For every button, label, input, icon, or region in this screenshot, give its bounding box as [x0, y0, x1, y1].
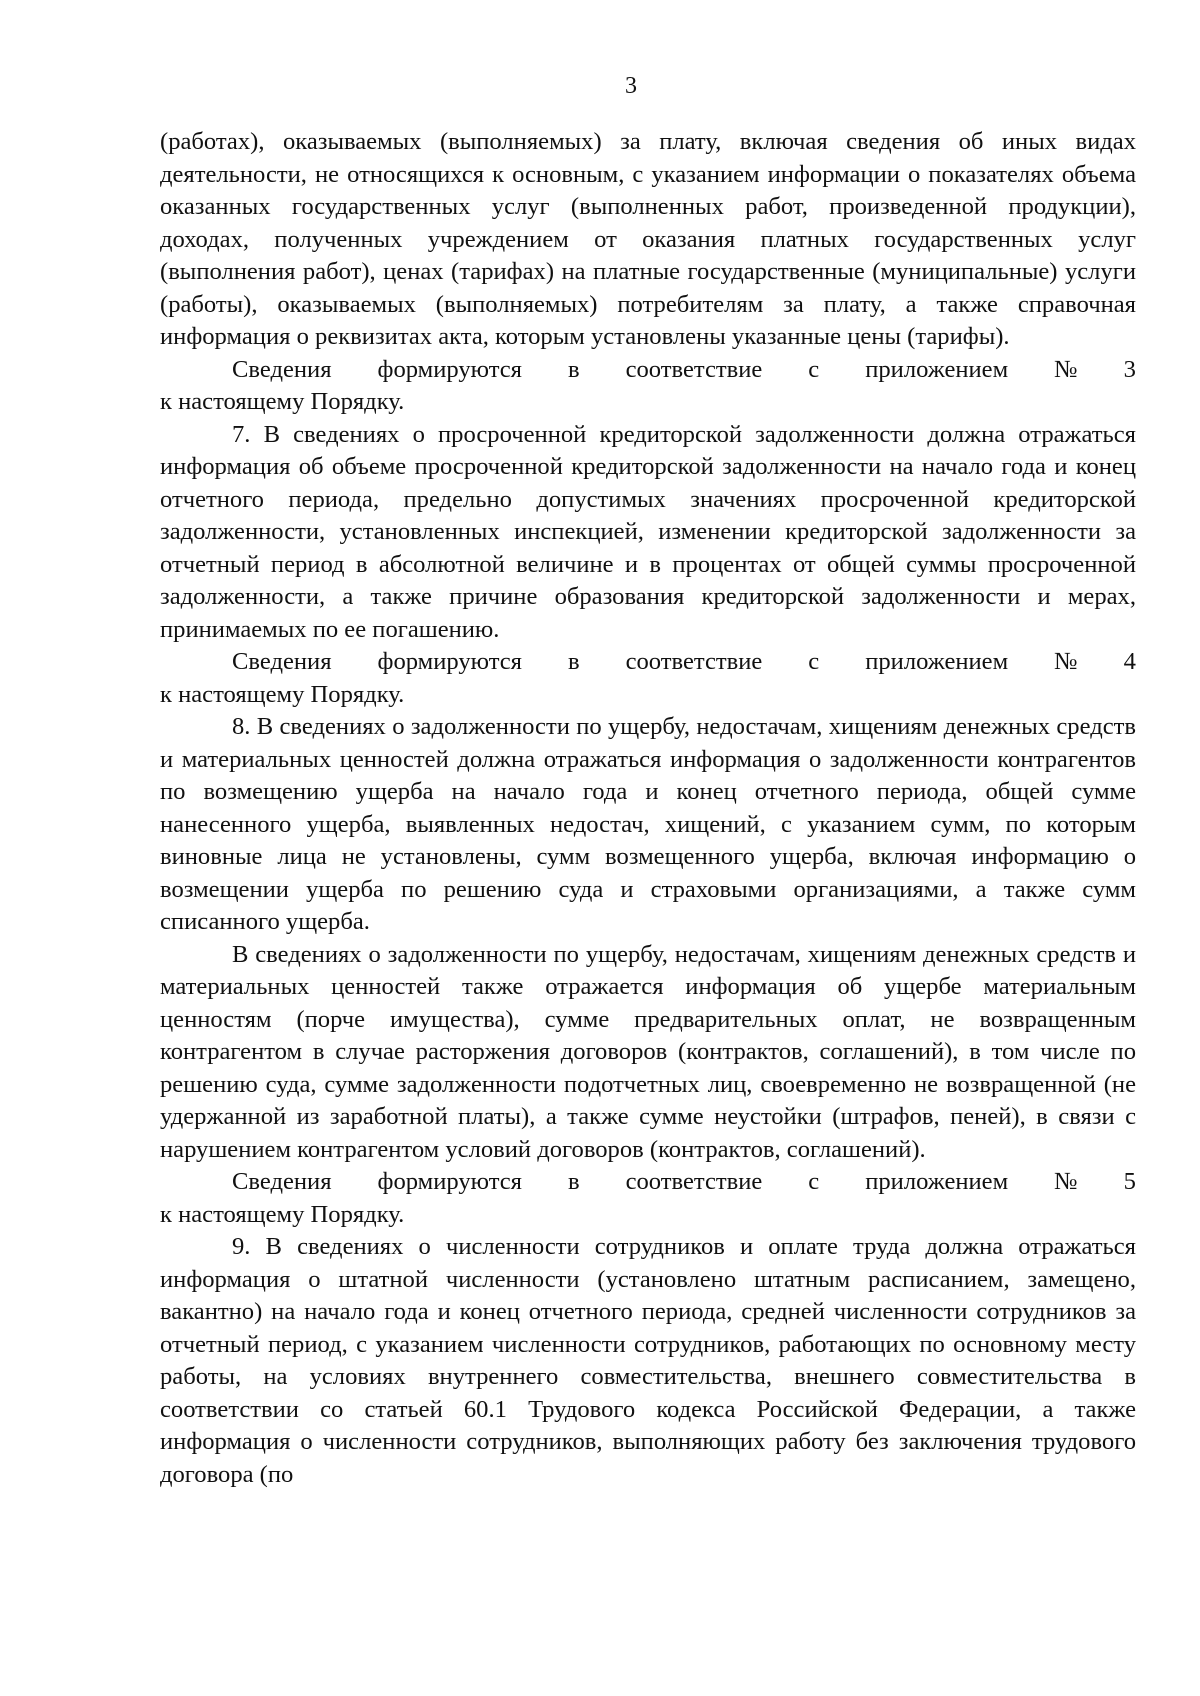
appendix-reference-line: Сведения формируются в соответствие с приложением № 4	[232, 648, 1136, 675]
document-body	[160, 126, 1136, 1491]
appendix-reference-tail: к настоящему Порядку.	[160, 680, 405, 708]
appendix-reference-line: Сведения формируются в соответствие с приложением № 3	[232, 355, 1136, 383]
appendix-reference-line: Сведения формируются в соответствие с приложением № 5	[232, 1168, 1136, 1195]
paragraph-services-info: (работах), оказываемых (выполняемых) за плату, включая сведения об иных видах деятельности, не относящихся к основным, с указанием информации о показателях объема оказанных государственных услуг (выполненных работ, произведенной продукции), доходах, полученных учреждением от оказания платных государственных услуг (выполнения работ), ценах (тарифах) на платные государственные (муниципальные) услуги (работы), оказываемых (выполняемых) потребителям за плату, а также справочная информация о реквизитах акта, которым установлены указанные цены (тарифы).	[160, 128, 1136, 350]
page-number: 3	[625, 73, 637, 99]
appendix-reference-tail: к настоящему Порядку.	[160, 1200, 405, 1228]
appendix-reference-tail: к настоящему Порядку.	[160, 388, 405, 415]
paragraph-item-8: 8. В сведениях о задолженности по ущербу, недостачам, хищениям денежных средств и материальных ценностей должна отражаться информация о задолженности контрагентов по возмещению ущерба на начало года и конец отчетного периода, общей сумме нанесенного ущерба, выявленных недостач, хищений, с указанием сумм, по которым виновные лица не установлены, сумм возмещенного ущерба, включая информацию о возмещении ущерба по решению суда и страховыми организациями, а также сумм списанного ущерба.	[160, 713, 1136, 935]
paragraph-item-8-continued: В сведениях о задолженности по ущербу, недостачам, хищениям денежных средств и материальных ценностей также отражается информация об ущербе материальным ценностям (порче имущества), сумме предварительных оплат, не возвращенным контрагентом в случае расторжения договоров (контрактов, соглашений), в том числе по решению суда, сумме задолженности подотчетных лиц, своевременно не возвращенной (не удержанной из заработной платы), а также сумме неустойки (штрафов, пеней), в связи с нарушением контрагентом условий договоров (контрактов, соглашений).	[160, 940, 1136, 1163]
paragraph-item-7: 7. В сведениях о просроченной кредиторской задолженности должна отражаться информация об объеме просроченной кредиторской задолженности на начало года и конец отчетного периода, предельно допустимых значениях просроченной кредиторской задолженности, установленных инспекцией, изменении кредиторской задолженности за отчетный период в абсолютной величине и в процентах от общей суммы просроченной задолженности, а также причине образования кредиторской задолженности и мерах, принимаемых по ее погашению.	[160, 420, 1136, 643]
paragraph-item-9: 9. В сведениях о численности сотрудников и оплате труда должна отражаться информация о штатной численности (установлено штатным расписанием, замещено, вакантно) на начало года и конец отчетного периода, средней численности сотрудников за отчетный период, с указанием численности сотрудников, работающих по основному месту работы, на условиях внутреннего совместительства, внешнего совместительства в соответствии со статьей 60.1 Трудового кодекса Российской Федерации, а также информация о численности сотрудников, выполняющих работу без заключения трудового договора (по	[160, 1233, 1136, 1488]
